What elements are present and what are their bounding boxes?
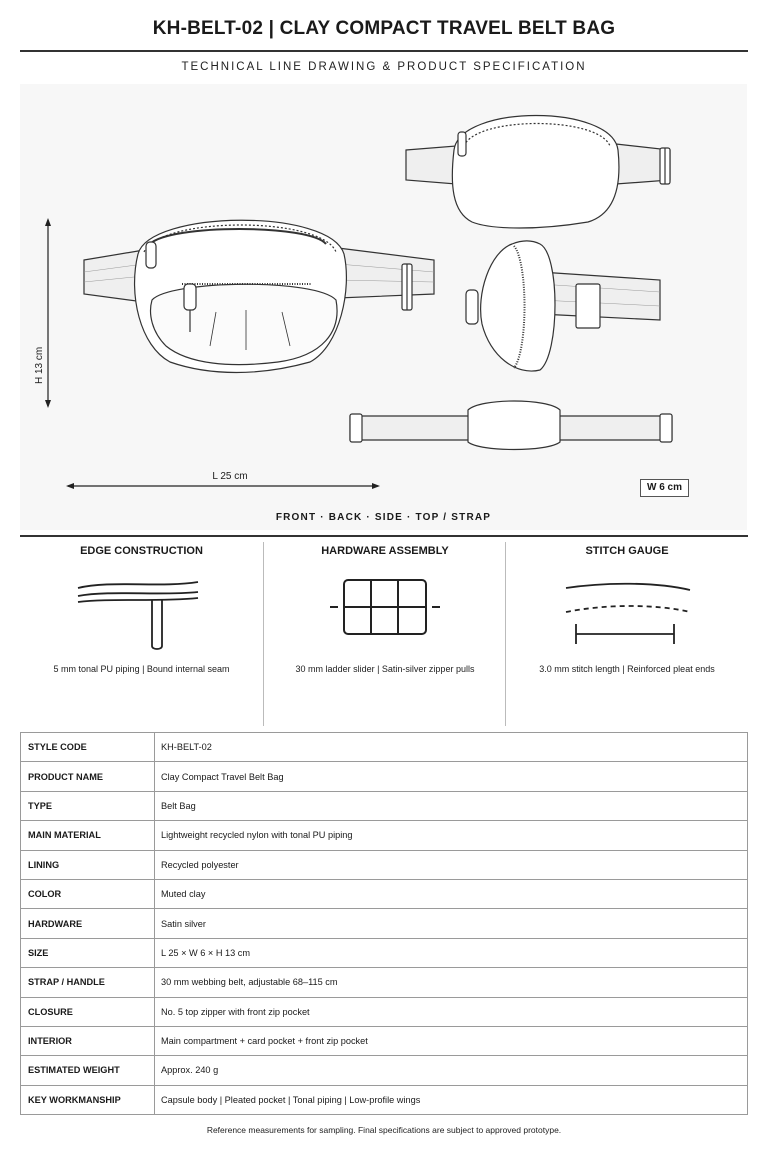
front-view <box>84 220 434 372</box>
table-row <box>21 879 748 908</box>
detail-hardware-assembly <box>263 542 506 726</box>
spec-key: MAIN MATERIAL <box>21 821 155 850</box>
table-row <box>21 997 748 1026</box>
detail-caption: 3.0 mm stitch length | Reinforced pleat ends <box>539 664 715 674</box>
length-dimension-label: L 25 cm <box>212 471 248 482</box>
back-view <box>406 116 670 229</box>
spec-key: ESTIMATED WEIGHT <box>21 1056 155 1085</box>
table-row <box>21 968 748 997</box>
table-row <box>21 1085 748 1114</box>
detail-title: STITCH GAUGE <box>585 545 669 557</box>
detail-stitch-gauge <box>505 542 748 726</box>
spec-key: COLOR <box>21 879 155 908</box>
detail-edge-construction <box>20 542 263 726</box>
spec-key: PRODUCT NAME <box>21 762 155 791</box>
footnote: Reference measurements for sampling. Final specifications are subject to approved prototype. <box>206 1125 562 1135</box>
spec-value: Satin silver <box>155 909 748 938</box>
detail-title: HARDWARE ASSEMBLY <box>321 545 449 557</box>
spec-value: KH-BELT-02 <box>155 733 748 762</box>
spec-value: Main compartment + card pocket + front zip pocket <box>155 1026 748 1055</box>
table-row <box>21 850 748 879</box>
table-row <box>21 733 748 762</box>
page-title: KH-BELT-02 | CLAY COMPACT TRAVEL BELT BAG <box>152 18 616 39</box>
spec-key: KEY WORKMANSHIP <box>21 1085 155 1114</box>
spec-value: No. 5 top zipper with front zip pocket <box>155 997 748 1026</box>
spec-value: 30 mm webbing belt, adjustable 68–115 cm <box>155 968 748 997</box>
spec-value: L 25 × W 6 × H 13 cm <box>155 938 748 967</box>
spec-key: HARDWARE <box>21 909 155 938</box>
spec-value: Lightweight recycled nylon with tonal PU piping <box>155 821 748 850</box>
spec-value: Muted clay <box>155 879 748 908</box>
height-dimension-line <box>45 218 51 408</box>
views-caption: FRONT · BACK · SIDE · TOP / STRAP <box>275 512 492 523</box>
table-row <box>21 791 748 820</box>
side-view <box>466 241 660 371</box>
spec-value: Approx. 240 g <box>155 1056 748 1085</box>
spec-key: TYPE <box>21 791 155 820</box>
spec-key: LINING <box>21 850 155 879</box>
spec-value: Clay Compact Travel Belt Bag <box>155 762 748 791</box>
table-row <box>21 821 748 850</box>
spec-value: Recycled polyester <box>155 850 748 879</box>
edge-construction-icon <box>20 572 263 652</box>
spec-key: CLOSURE <box>21 997 155 1026</box>
height-dimension-label: H 13 cm <box>34 346 45 384</box>
table-row <box>21 1026 748 1055</box>
section-divider <box>20 535 748 537</box>
detail-caption: 30 mm ladder slider | Satin-silver zipper pulls <box>295 664 475 674</box>
ladder-slider-icon <box>264 572 506 652</box>
table-row <box>21 909 748 938</box>
spec-value: Capsule body | Pleated pocket | Tonal piping | Low-profile wings <box>155 1085 748 1114</box>
spec-value: Belt Bag <box>155 791 748 820</box>
belt-bag-line-drawing <box>20 84 747 530</box>
stitch-gauge-icon <box>506 572 749 652</box>
specification-table <box>20 732 748 1115</box>
length-dimension-line <box>66 483 380 489</box>
technical-drawing-panel <box>20 84 747 530</box>
detail-title: EDGE CONSTRUCTION <box>80 545 203 557</box>
top-strap-view <box>350 401 672 450</box>
spec-key: SIZE <box>21 938 155 967</box>
detail-caption: 5 mm tonal PU piping | Bound internal seam <box>53 664 230 674</box>
width-dimension-badge: W 6 cm <box>640 479 689 497</box>
header-divider <box>20 50 748 52</box>
spec-key: STYLE CODE <box>21 733 155 762</box>
spec-key: STRAP / HANDLE <box>21 968 155 997</box>
table-row <box>21 762 748 791</box>
page-subtitle: TECHNICAL LINE DRAWING & PRODUCT SPECIFICATION <box>181 61 587 73</box>
spec-key: INTERIOR <box>21 1026 155 1055</box>
table-row <box>21 1056 748 1085</box>
table-row <box>21 938 748 967</box>
